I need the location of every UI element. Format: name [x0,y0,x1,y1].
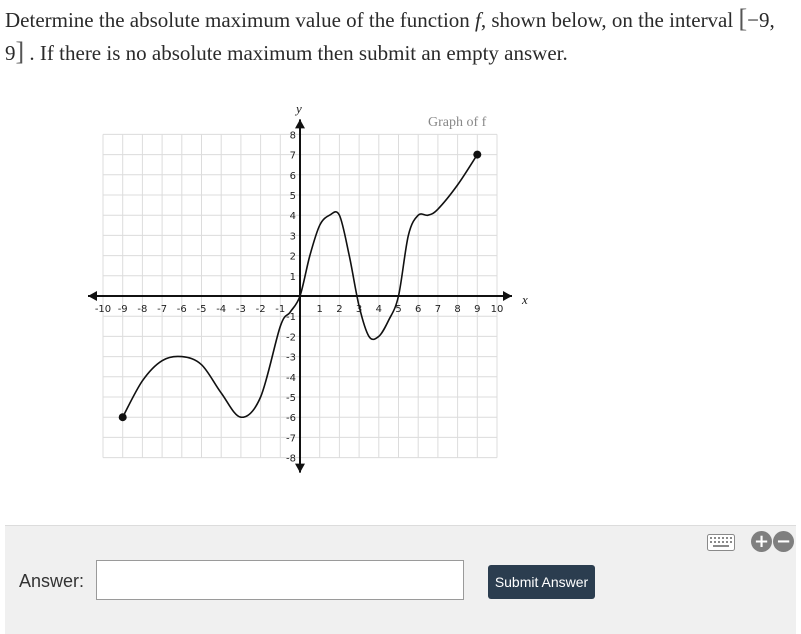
x-tick-label: 3 [355,304,363,315]
endpoint-dot [119,413,127,421]
x-tick-label: 10 [490,304,504,315]
x-axis-name: x [522,292,528,307]
x-axis-arrow-right [503,291,512,301]
question-part1: Determine the absolute maximum value of the function [5,8,476,32]
answer-panel [5,525,796,634]
y-tick-label: -3 [286,352,296,364]
y-tick-label: 4 [289,211,296,223]
minus-icon[interactable]: − [773,531,794,552]
interval-bracket-close: ] [15,37,25,66]
y-tick-label: -6 [286,413,296,425]
y-tick-label: 1 [289,271,296,283]
x-tick-label: 8 [454,304,461,315]
endpoint-dot [473,151,481,159]
y-tick-label: -1 [286,312,296,324]
answer-input[interactable] [96,560,464,600]
question-text [5,3,795,69]
x-tick-label: -2 [255,304,266,315]
question-part2: , shown below, on the interval [480,8,739,32]
keyboard-icon[interactable] [707,534,735,551]
y-axis-arrow-top [295,119,305,128]
x-tick-label: 9 [474,304,481,315]
x-tick-label: 4 [375,304,382,315]
y-tick-label: 3 [289,231,296,243]
y-tick-label: -2 [286,332,296,344]
y-tick-label: 2 [289,251,296,263]
x-tick-label: 2 [336,304,343,315]
x-tick-label: 6 [415,304,422,315]
x-tick-label: -1 [275,304,286,315]
answer-label: Answer: [19,571,85,591]
interval-value: −9, 9 [5,8,775,65]
question-part3: . If there is no absolute maximum then submit an empty answer. [24,41,568,65]
y-axis-name: y [296,101,302,116]
x-tick-label: -4 [216,304,227,315]
x-tick-label: -8 [137,304,148,315]
function-graph [0,96,560,496]
y-tick-label: 5 [289,191,296,202]
submit-answer-button[interactable]: Submit Answer [488,565,595,599]
x-tick-label: -7 [157,304,168,315]
y-tick-label: -7 [286,433,296,445]
x-tick-label: -3 [235,304,246,315]
function-variable: f [475,8,481,32]
graph-title: Graph of f [428,115,487,130]
graph-svg [0,96,560,496]
y-tick-label: -5 [286,393,296,404]
x-tick-label: -6 [176,304,187,315]
x-axis-arrow-left [88,291,97,301]
x-tick-label: -5 [196,304,207,315]
y-tick-label: 8 [289,130,296,142]
x-tick-label: 5 [395,304,402,315]
plus-icon[interactable]: + [751,531,772,552]
interval-bracket-open: [ [738,4,748,33]
x-tick-label: 1 [316,304,323,315]
y-axis-arrow-bottom [295,464,305,473]
x-tick-label: 7 [434,304,442,315]
x-tick-label: -9 [117,304,128,315]
y-tick-label: -8 [286,453,296,465]
y-tick-label: -4 [286,372,296,384]
y-tick-label: 6 [289,170,296,182]
x-tick-label: -10 [94,304,112,315]
y-tick-label: 7 [289,150,296,162]
